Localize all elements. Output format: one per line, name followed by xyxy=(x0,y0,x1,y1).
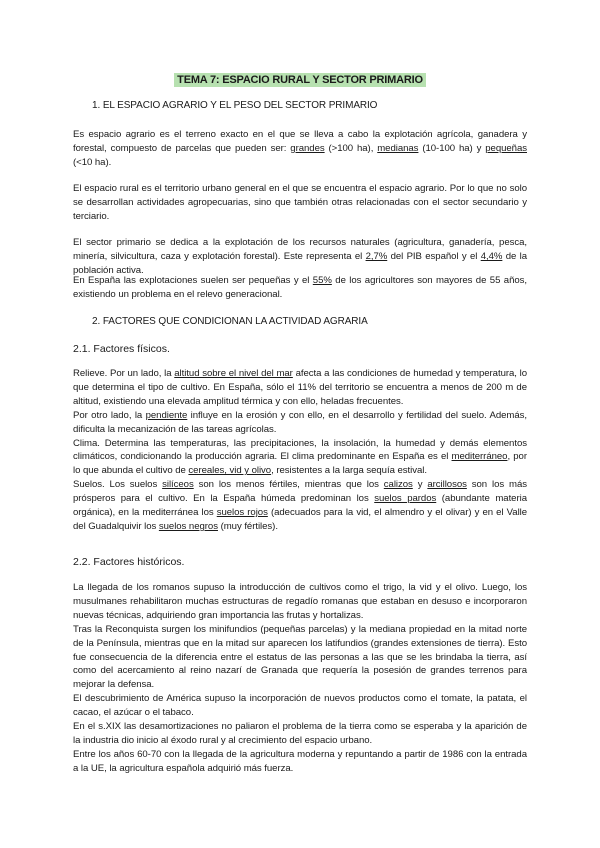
paragraph-espacio-rural: El espacio rural es el territorio urbano general en el que se encuentra el espacio agrario. Por lo que no solo se desarrollan actividades agropecuarias, sino que también otras relacionadas con el sector secundario y terciario. xyxy=(73,183,527,222)
subsection-factores-fisicos-heading: 2.1. Factores físicos. xyxy=(73,343,170,355)
paragraph-romanos: La llegada de los romanos supuso la introducción de cultivos como el trigo, la vid y el olivo. Luego, los musulmanes rehabilitaron muchas estructuras de regadío romanas que estaban en desuso e incorporaron nuevas técnicas, adquiriendo gran importancia las frutas y hortalizas. xyxy=(73,582,527,621)
paragraph-explotaciones: En España las explotaciones suelen ser pequeñas y el 55% de los agricultores son mayores de 55 años, existiendo un problema en el relevo generacional. xyxy=(73,275,528,300)
document-title: TEMA 7: ESPACIO RURAL Y SECTOR PRIMARIO xyxy=(174,73,426,87)
paragraph-sector-primario: El sector primario se dedica a la explotación de los recursos naturales (agricultura, ganadería, pesca, minería, silvicultura, caza y explotación forestal). Este representa el 2,7% del PIB español y el 4,4% de la población activa. xyxy=(73,237,527,276)
section-1-heading: 1. EL ESPACIO AGRARIO Y EL PESO DEL SECTOR PRIMARIO xyxy=(92,100,378,111)
factores-historicos-block xyxy=(73,581,527,776)
paragraph-clima: Clima. Determina las temperaturas, las precipitaciones, la insolación, la humedad y demás elementos climáticos, condicionando la producción agraria. El clima predominante en España es el mediterráneo, por lo que abunda el cultivo de cereales, vid y olivo, resistentes a la larga sequía estival. xyxy=(73,437,527,477)
paragraph-america: El descubrimiento de América supuso la incorporación de nuevos productos como el tomate, la patata, el cacao, el azúcar o el tabaco. xyxy=(73,693,527,719)
paragraph-reconquista: Tras la Reconquista surgen los minifundios (pequeñas parcelas) y la mediana propiedad en la mitad norte de la Península, mientras que en la mitad sur aparecen los latifundios (grandes extensiones de tierra). Esto fue consecuencia de la diferencia entre el estatus de las personas a las que se les brindaba la tierra, así como del acercamiento al reino nazarí de Granada que requería la posesión de grandes terrenos para mejorar la defensa. xyxy=(73,623,527,691)
paragraph-suelos: Suelos. Los suelos silíceos son los menos fértiles, mientras que los calizos y arcillosos son los más prósperos para el cultivo. En la España húmeda predominan los suelos pardos (abundante materia orgánica), en la mediterránea los suelos rojos (adecuados para la vid, el almendro y el olivar) y en el Valle del Guadalquivir los suelos negros (muy fértiles). xyxy=(73,479,528,532)
paragraph-agricultura-moderna: Entre los años 60-70 con la llegada de la agricultura moderna y repuntando a partir de 1986 con la entrada a la UE, la agricultura española adquirió más fuerza. xyxy=(73,748,527,774)
paragraph-relieve: Relieve. Por un lado, la altitud sobre el nivel del mar afecta a las condiciones de humedad y temperatura, lo que determina el tipo de cultivo. En España, sólo el 11% del territorio se encuentra a menos de 200 m de altitud, existiendo una elevada amplitud térmica y con ello, heladas frecuentes. xyxy=(73,368,528,407)
section-2-heading: 2. FACTORES QUE CONDICIONAN LA ACTIVIDAD AGRARIA xyxy=(92,316,368,327)
factores-fisicos-block xyxy=(73,367,527,534)
title-container xyxy=(0,70,600,88)
paragraph-pendiente: Por otro lado, la pendiente influye en la erosión y con ello, en el desarrollo y fertilidad del suelo. Además, dificulta la mecanización de las tareas agrícolas. xyxy=(73,409,527,435)
paragraph-siglo-xix: En el s.XIX las desamortizaciones no paliaron el problema de la tierra como se esperaba y la aparición de la industria dio inicio al éxodo rural y al crecimiento del espacio urbano. xyxy=(73,721,527,746)
paragraph-espacio-agrario: Es espacio agrario es el terreno exacto en el que se lleva a cabo la explotación agrícola, ganadera y forestal, compuesto de parcelas que pueden ser: grandes (>100 ha), medianas (10-100 ha) y pequeñas (<10 ha). xyxy=(73,129,527,168)
subsection-factores-historicos-heading: 2.2. Factores históricos. xyxy=(73,556,185,568)
